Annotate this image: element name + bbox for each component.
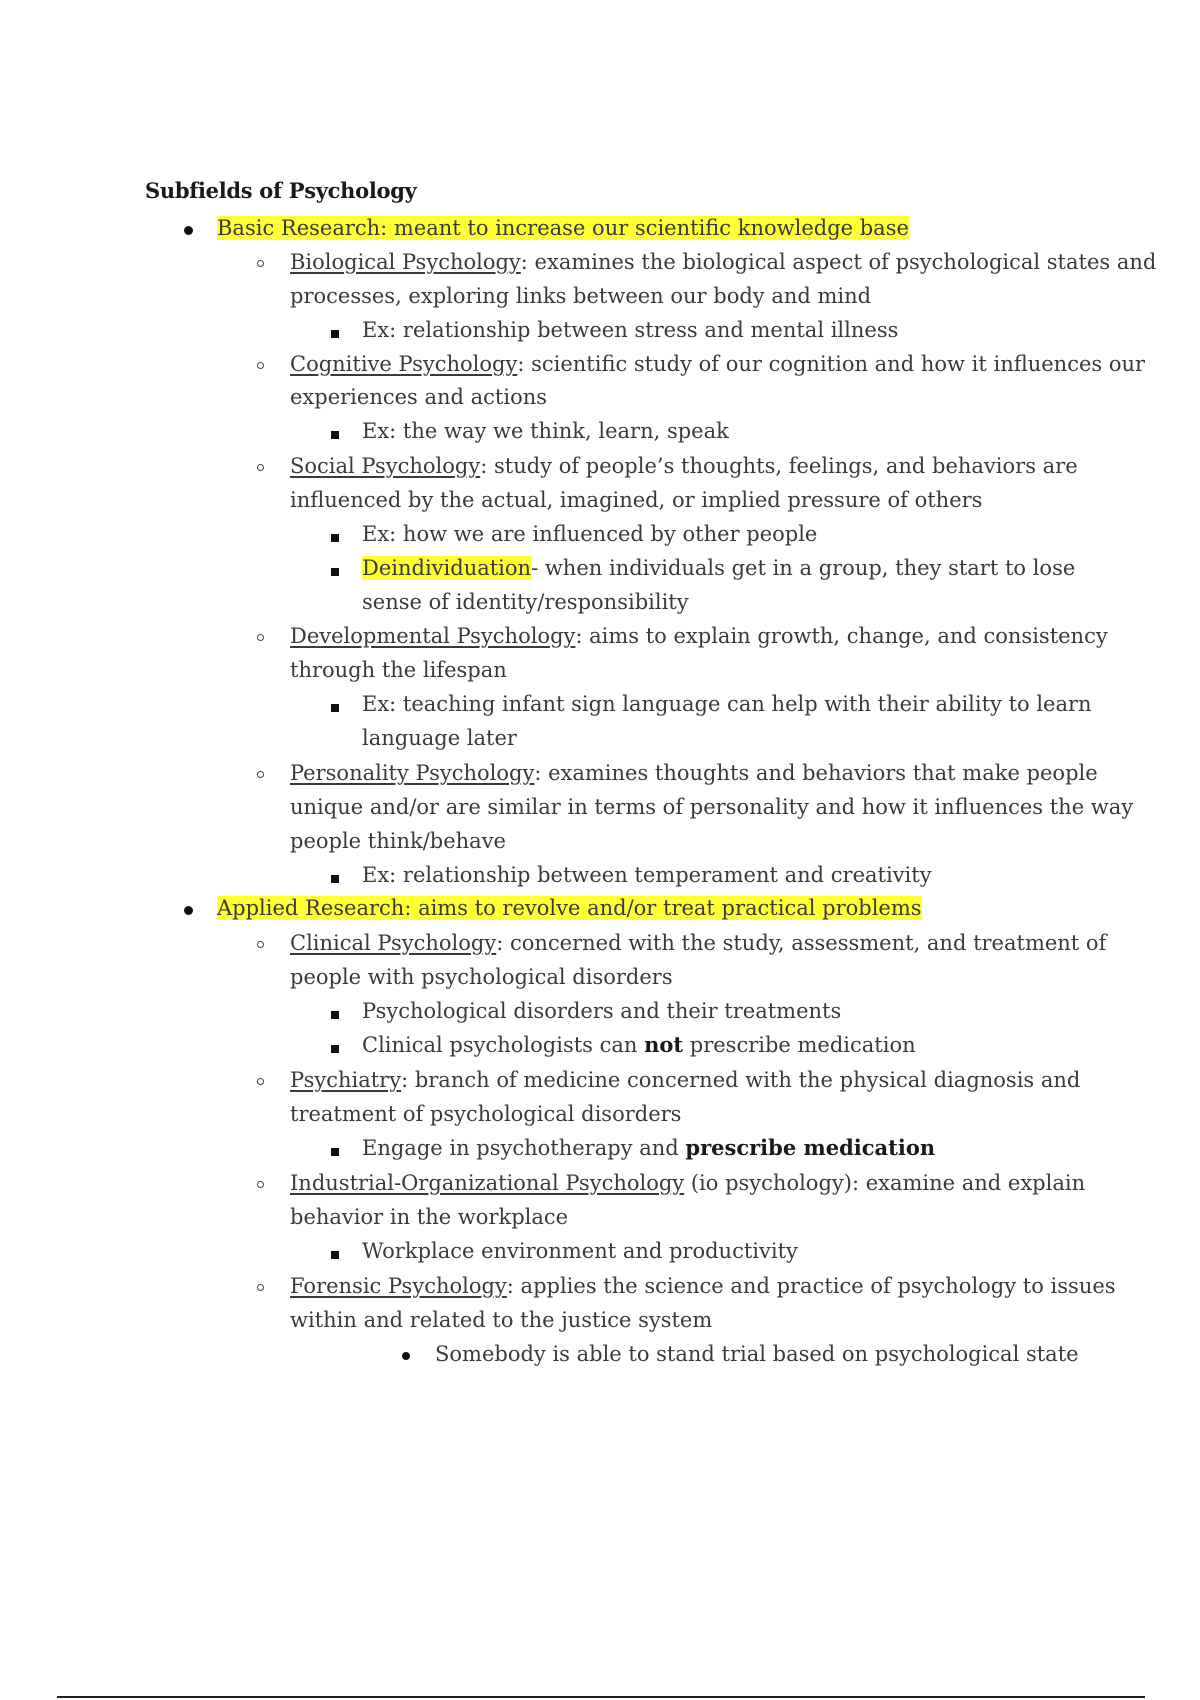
forensic-line-1 <box>290 1269 1116 1303</box>
developmental-example-1: Ex: teaching infant sign language can help with their ability to learn <box>362 692 1092 716</box>
deindividuation-def-1: - when individuals get in a group, they start to lose <box>531 556 1076 580</box>
circle-bullet-icon <box>257 634 264 641</box>
square-bullet-icon <box>331 1045 339 1053</box>
developmental-line-2: through the lifespan <box>290 658 507 682</box>
square-bullet-icon <box>331 875 339 883</box>
biological-line-2: processes, exploring links between our body and mind <box>290 284 872 308</box>
clinical-term: Clinical Psychology <box>290 931 497 955</box>
psychiatry-point-1-bold: prescribe medication <box>685 1135 936 1160</box>
social-term: Social Psychology <box>290 454 481 478</box>
clinical-point-2-bold: not <box>644 1032 684 1057</box>
circle-bullet-icon <box>257 260 264 267</box>
basic-research-heading <box>217 211 909 245</box>
biological-def-1: : examines the biological aspect of psychological states and <box>520 250 1157 274</box>
bullet-icon <box>402 1352 410 1360</box>
io-term: Industrial-Organizational Psychology <box>290 1171 685 1195</box>
social-line-1 <box>290 449 1078 483</box>
biological-term: Biological Psychology <box>290 250 521 274</box>
applied-research-heading <box>217 891 922 925</box>
personality-term: Personality Psychology <box>290 761 535 785</box>
io-line-1 <box>290 1166 1085 1200</box>
forensic-line-2: within and related to the justice system <box>290 1308 713 1332</box>
developmental-example-2: language later <box>362 726 517 750</box>
square-bullet-icon <box>331 431 339 439</box>
clinical-point-2 <box>362 1028 916 1062</box>
clinical-point-2-a: Clinical psychologists can <box>362 1033 645 1057</box>
personality-def-1: : examines thoughts and behaviors that make people <box>534 761 1098 785</box>
clinical-line-1 <box>290 926 1106 960</box>
social-example: Ex: how we are influenced by other people <box>362 522 818 546</box>
psychiatry-term: Psychiatry <box>290 1068 402 1092</box>
personality-line-3: people think/behave <box>290 829 506 853</box>
developmental-term: Developmental Psychology <box>290 624 576 648</box>
clinical-point-1: Psychological disorders and their treatments <box>362 999 842 1023</box>
forensic-point-1: Somebody is able to stand trial based on psychological state <box>435 1342 1079 1366</box>
circle-bullet-icon <box>257 362 264 369</box>
page-title: Subfields of Psychology <box>145 178 417 203</box>
io-line-2: behavior in the workplace <box>290 1205 569 1229</box>
basic-research-text: Basic Research: meant to increase our scientific knowledge base <box>217 216 909 240</box>
deindividuation-term: Deindividuation <box>362 556 532 580</box>
forensic-term: Forensic Psychology <box>290 1274 507 1298</box>
applied-research-text: Applied Research: aims to revolve and/or treat practical problems <box>217 896 922 920</box>
square-bullet-icon <box>331 534 339 542</box>
social-line-2: influenced by the actual, imagined, or implied pressure of others <box>290 488 983 512</box>
biological-example: Ex: relationship between stress and mental illness <box>362 318 899 342</box>
clinical-line-2: people with psychological disorders <box>290 965 673 989</box>
deindividuation-line-1 <box>362 551 1075 585</box>
circle-bullet-icon <box>257 941 264 948</box>
circle-bullet-icon <box>257 464 264 471</box>
cognitive-line-1 <box>290 347 1145 381</box>
deindividuation-line-2: sense of identity/responsibility <box>362 590 689 614</box>
square-bullet-icon <box>331 1148 339 1156</box>
forensic-def-1: : applies the science and practice of psychology to issues <box>506 1274 1116 1298</box>
square-bullet-icon <box>331 568 339 576</box>
psychiatry-point-1 <box>362 1131 935 1165</box>
circle-bullet-icon <box>257 1284 264 1291</box>
circle-bullet-icon <box>257 1078 264 1085</box>
developmental-line-1 <box>290 619 1108 653</box>
bullet-icon <box>184 226 193 235</box>
io-def-1: (io psychology): examine and explain <box>684 1171 1086 1195</box>
clinical-point-2-b: prescribe medication <box>683 1033 916 1057</box>
cognitive-term: Cognitive Psychology <box>290 352 518 376</box>
footer-divider <box>57 1696 1145 1698</box>
social-def-1: : study of people’s thoughts, feelings, and behaviors are <box>480 454 1078 478</box>
personality-example: Ex: relationship between temperament and creativity <box>362 863 932 887</box>
biological-line-1 <box>290 245 1156 279</box>
personality-line-2: unique and/or are similar in terms of personality and how it influences the way <box>290 795 1134 819</box>
personality-line-1 <box>290 756 1098 790</box>
io-point-1: Workplace environment and productivity <box>362 1239 798 1263</box>
clinical-def-1: : concerned with the study, assessment, and treatment of <box>496 931 1107 955</box>
psychiatry-line-2: treatment of psychological disorders <box>290 1102 682 1126</box>
square-bullet-icon <box>331 704 339 712</box>
cognitive-example: Ex: the way we think, learn, speak <box>362 419 729 443</box>
psychiatry-def-1: : branch of medicine concerned with the physical diagnosis and <box>401 1068 1081 1092</box>
cognitive-def-1: : scientific study of our cognition and how it influences our <box>517 352 1146 376</box>
psychiatry-line-1 <box>290 1063 1080 1097</box>
circle-bullet-icon <box>257 771 264 778</box>
circle-bullet-icon <box>257 1181 264 1188</box>
psychiatry-point-1-a: Engage in psychotherapy and <box>362 1136 686 1160</box>
bullet-icon <box>184 906 193 915</box>
cognitive-line-2: experiences and actions <box>290 385 548 409</box>
square-bullet-icon <box>331 1011 339 1019</box>
developmental-def-1: : aims to explain growth, change, and consistency <box>575 624 1108 648</box>
square-bullet-icon <box>331 330 339 338</box>
square-bullet-icon <box>331 1251 339 1259</box>
